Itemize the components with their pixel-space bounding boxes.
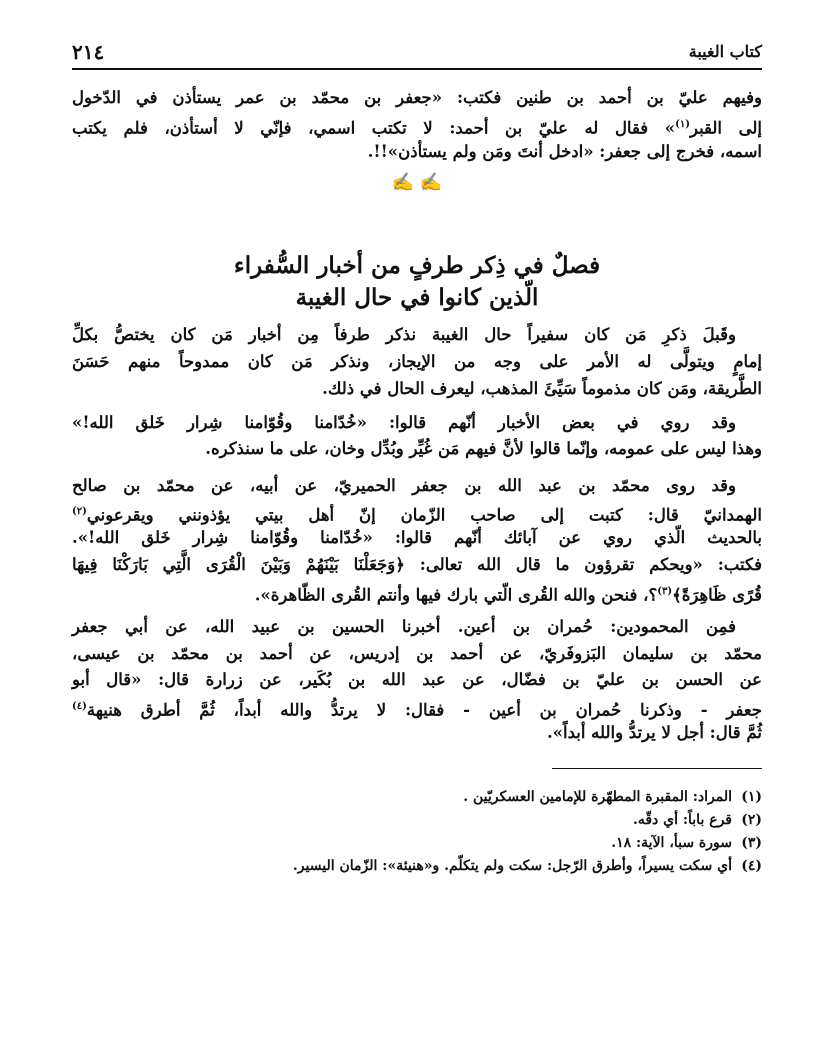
header-rule <box>72 68 762 70</box>
text-line: وفيهم عليّ بن أحمد بن طنين فكتب: «جعفر بن محمّد بن عمر يستأذن في الدّخول <box>72 88 762 107</box>
text-line: فمِن المحمودين: حُمران بن أعين. أخبرنا الحسين بن عبيد الله، عن أبي جعفر <box>72 617 736 636</box>
text-line: وقد روى محمّد بن عبد الله بن جعفر الحميريّ، عن أبيه، عن محمّد بن صالح <box>72 476 736 495</box>
footnote-rule <box>552 768 762 769</box>
text-segment: جعفر - وذكرنا حُمران بن أعين - فقال: لا يرتدُّ والله أبداً، ثُمَّ أطرق هنيهة <box>86 700 762 720</box>
text-line: اسمه، فخرج إلى جعفر: «ادخل أنتَ ومَن ولم يستأذن»!!. <box>367 142 762 161</box>
text-line: فكتب: «ويحكم تقرؤون ما قال الله تعالى: ﴿وَجَعَلْنَا بَيْنَهُمْ وَبَيْنَ الْقُرَى الَّتِي بَارَكْنَا فِيهَا <box>72 555 762 574</box>
book-title: كتاب الغيبة <box>688 42 762 61</box>
footnote-ref: (١) <box>675 119 690 130</box>
footnote-ref: (٢) <box>72 506 87 517</box>
footnote <box>293 855 762 877</box>
footnote <box>611 832 762 854</box>
text-line: محمّد بن سليمان البَزوفَريّ، عن أحمد بن إدريس، عن أحمد بن محمّد بن عيسى، <box>72 644 762 663</box>
text-line: إمامٍ ويتولَّى له الأمر على وجه من الإيجاز، ونذكر مَن كان ممدوحاً منهم حَسَنَ <box>72 352 762 371</box>
footnote <box>463 786 762 808</box>
section-heading: فصلٌ في ذِكر طرفٍ من أخبار السُّفراء <box>233 252 601 279</box>
text-line: بالحديث الّذي روي عن آبائك أنّهم قالوا: «خُدّامنا وقُوّامنا شِرار خَلق الله!». <box>72 528 762 547</box>
text-line <box>72 112 762 142</box>
page-number: ٢١٤ <box>72 40 105 64</box>
ornament-divider: ✍ ✍ <box>391 172 443 193</box>
section-heading: الّذين كانوا في حال الغيبة <box>295 284 539 311</box>
footnote-ref: (٣) <box>657 586 673 597</box>
text-line: الطَّريقة، ومَن كان مذموماً سَيِّئَ المذهب، ليعرف الحال في ذلك. <box>322 379 762 398</box>
text-segment: ؟، فنحن والله القُرى الّتي بارك فيها وأنتم القُرى الظّاهرة». <box>254 585 658 605</box>
text-line: وقد روي في بعض الأخبار أنّهم قالوا: «خُدّامنا وقُوّامنا شِرار خَلق الله!» <box>72 413 736 432</box>
running-header <box>72 40 762 66</box>
footnote-number: (٤) <box>741 858 762 874</box>
footnote-text: أي سكت يسيراً، وأطرق الرّجل: سكت ولم يتكلّم. و«هنيئة»: الزّمان اليسير. <box>292 858 732 874</box>
quran-verse: قُرًى ظَاهِرَةً﴾ <box>672 585 762 605</box>
text-line: وقَبلَ ذكرِ مَن كان سفيراً حال الغيبة نذكر طرفاً مِن أخبار مَن كان يختصُّ بكلِّ <box>72 325 736 344</box>
footnote-ref: (٤) <box>72 701 87 712</box>
text-segment: » فقال له عليّ بن أحمد: لا تكتب اسمي، فإنّي لا أستأذن، فلم يكتب <box>72 118 676 138</box>
footnote <box>633 809 762 831</box>
footnote-text: سورة سبأ، الآية: ١٨. <box>611 835 732 851</box>
text-line: وهذا ليس على عمومه، وإنّما قالوا لأنَّ فيهم مَن غُيِّر وبُدِّل وخان، على ما سنذكره. <box>205 439 762 458</box>
text-line: ثُمَّ قال: أجل لا يرتدُّ والله أبداً». <box>546 723 762 742</box>
text-segment: إلى القبر <box>689 118 762 138</box>
footnote-number: (٢) <box>741 812 762 828</box>
text-line: عن الحسن بن عليّ بن فضّال، عن عبد الله بن بُكَير، عن زرارة قال: «قال أبو <box>72 670 762 689</box>
footnote-text: المراد: المقبرة المطهّرة للإمامين العسكريّين . <box>463 789 732 805</box>
text-line <box>72 579 762 609</box>
text-segment: الهمدانيّ قال: كتبت إلى صاحب الزّمان إنّ أهل بيتي يؤذونني ويقرعوني <box>86 505 762 525</box>
footnote-number: (٣) <box>741 835 762 851</box>
footnote-text: قرع باباً: أي دقّه. <box>632 812 732 828</box>
footnote-number: (١) <box>741 789 762 805</box>
